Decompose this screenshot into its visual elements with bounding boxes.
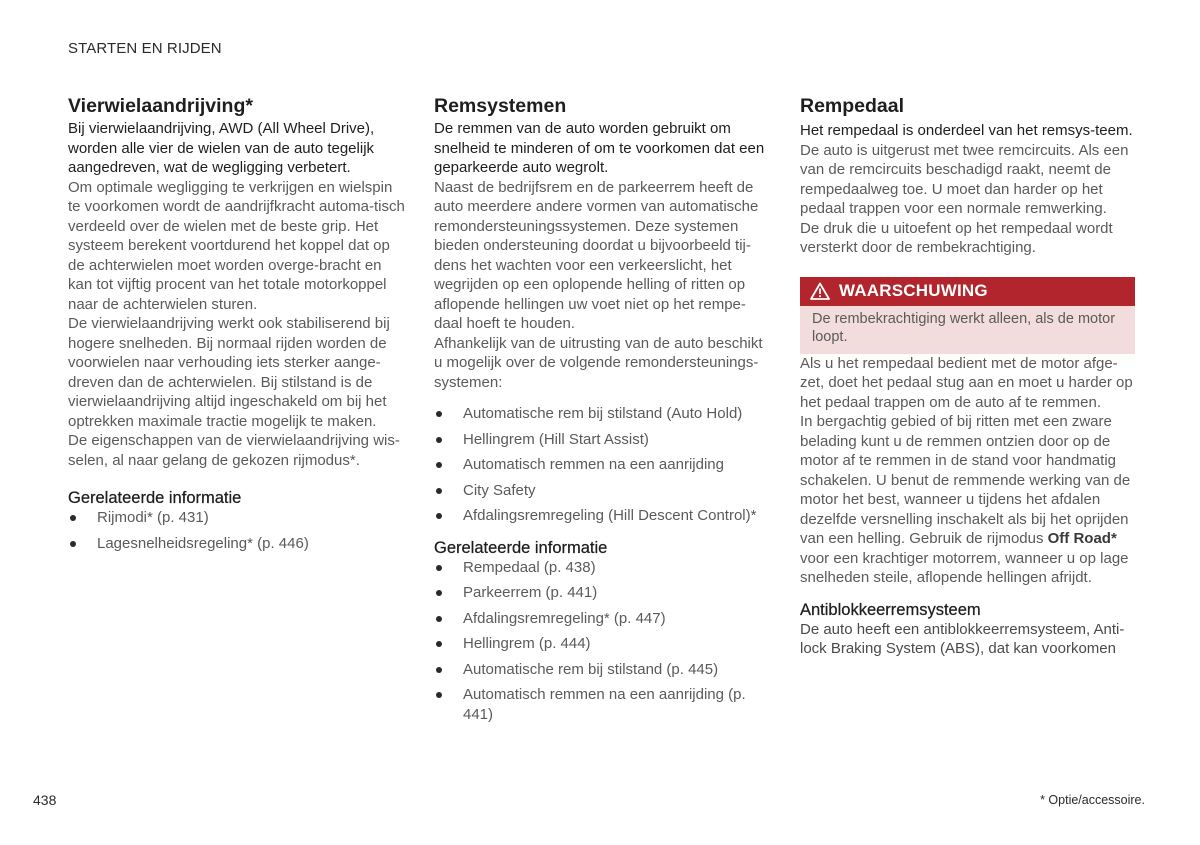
heading-brake-pedal: Rempedaal [800,95,905,117]
list-item: Automatische rem bij stilstand (Auto Hold) [434,404,774,424]
paragraph: Als u het rempedaal bedient met de motor afge-zet, doet het pedaal stug aan en moet u harder op het pedaal trappen om de auto af te remmen. [800,354,1133,411]
drive-mode-off-road: Off Road* [1047,530,1117,547]
paragraph: De druk die u uitoefent op het rempedaal wordt versterkt door de rembekrachtiging. [800,219,1113,256]
paragraph: Om optimale wegligging te verkrijgen en wielspin te voorkomen wordt de aandrijfkracht automa-tisch verdeeld over de wielen met de beste grip. Het systeem berekent voortdurend het koppel dat op de achterwielen moet worden overge-bracht en kan tot vijftig procent van het totale motorkoppel naar de achterwielen sturen. [68,178,405,313]
list-item: Automatisch remmen na een aanrijding [434,455,774,475]
column-brake-pedal [800,93,1135,659]
intro-awd: Bij vierwielaandrijving, AWD (All Wheel Drive), worden alle vier de wielen van de auto tegelijk aangedreven, wat de wegligging verbetert. [68,120,375,176]
paragraph: De eigenschappen van de vierwielaandrijving wis-selen, al naar gelang de gekozen rijmodus*. [68,432,400,469]
bullet-list [434,404,774,526]
section-title: STARTEN EN RIJDEN [68,40,222,57]
warning-icon [810,282,830,300]
page-number: 438 [33,792,57,808]
footnote: * Optie/accessoire. [1040,793,1145,807]
column-brakes [434,93,774,730]
related-link[interactable]: Rempedaal (p. 438) [434,558,774,578]
warning-header [800,277,1135,306]
paragraph: Naast de bedrijfsrem en de parkeerrem heeft de auto meerdere andere vormen van automatische remondersteuningssystemen. Deze systemen bieden ondersteuning doordat u bijvoorbeeld tij-dens het wachten voor een verkeerslicht, het wegrijden op een oplopende helling of ritten op aflopende hellingen uw voet niet op het rempe-daal hoeft te houden. [434,178,759,332]
paragraph: De auto heeft een antiblokkeerremsysteem, Anti-lock Braking System (ABS), dat kan voorkomen [800,620,1125,657]
list-item: Afdalingsremregeling (Hill Descent Control)* [434,506,774,526]
intro-brake-pedal: Het rempedaal is onderdeel van het remsys-teem. [800,122,1133,139]
list-item: Hellingrem (Hill Start Assist) [434,430,774,450]
paragraph: De auto is uitgerust met twee remcircuits. Als een van de remcircuits beschadigd raakt, neemt de rempedaalweg toe. U moet dan harder op het pedaal trappen voor een normale remwerking. [800,141,1129,217]
related-heading: Gerelateerde informatie [434,538,608,557]
warning-text: De rembekrachtiging werkt alleen, als de motor loopt. [800,306,1135,354]
intro-brakes: De remmen van de auto worden gebruikt om snelheid te minderen of om te voorkomen dat een geparkeerde auto wegrolt. [434,120,765,176]
related-list [68,508,408,553]
paragraph-text: voor een krachtiger motorrem, wanneer u op lage snelheden steile, aflopende hellingen afrijdt. [800,549,1129,586]
related-link[interactable]: Automatische rem bij stilstand (p. 445) [434,660,774,680]
paragraph-text: In bergachtig gebied of bij ritten met een zware belading kunt u de remmen ontzien door op de motor af te remmen in de stand voor handmatig schakelen. U benut de remmende werking van de motor het best, wanneer u tijdens het afdalen dezelfde versnelling inschakelt als bij het oprijden van een helling. Gebruik de rijmodus [800,413,1131,547]
related-link[interactable]: Parkeerrem (p. 441) [434,583,774,603]
related-link[interactable]: Hellingrem (p. 444) [434,634,774,654]
list-item: City Safety [434,481,774,501]
related-heading: Gerelateerde informatie [68,489,242,507]
paragraph: De vierwielaandrijving werkt ook stabiliserend bij hogere snelheden. Bij normaal rijden worden de voorwielen naar verhouding iets sterker aange-dreven dan de achterwielen. Bij stilstand is de vierwielaandrijving altijd ingeschakeld om bij het optrekken maximale tractie mogelijk te maken. [68,315,390,430]
related-list [434,558,774,725]
subheading-abs: Antiblokkeerremsysteem [800,600,981,619]
paragraph: Afhankelijk van de uitrusting van de auto beschikt u mogelijk over de volgende remondersteunings-systemen: [434,334,763,391]
heading-awd: Vierwielaandrijving* [68,95,253,117]
heading-brakes: Remsystemen [434,95,567,117]
related-link[interactable]: Lagesnelheidsregeling* (p. 446) [68,534,408,554]
column-awd [68,93,408,559]
related-link[interactable]: Rijmodi* (p. 431) [68,508,408,528]
related-link[interactable]: Afdalingsremregeling* (p. 447) [434,609,774,629]
related-link[interactable]: Automatisch remmen na een aanrijding (p. 441) [434,685,774,724]
paragraph [800,412,1135,588]
warning-title: WAARSCHUWING [839,281,988,300]
